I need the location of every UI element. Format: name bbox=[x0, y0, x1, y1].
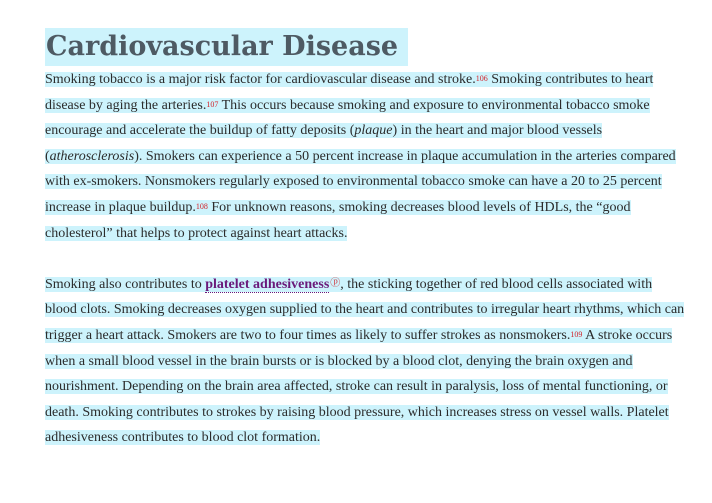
bottom-fade bbox=[0, 481, 712, 503]
glossary-icon[interactable]: ⓟ bbox=[330, 277, 341, 289]
sentence: ). Smokers can experience a 50 percent increase in plaque accumulation in the arteries compared with ex-smokers. Nonsmokers regularly exposed to environmental tobacco smoke can have a 20 to 25 percent increase in plaque buildup. bbox=[45, 148, 676, 215]
sentence: Smoking contributes to heart disease by aging the arteries. bbox=[45, 72, 654, 113]
paragraph-2 bbox=[45, 272, 685, 451]
sentence: Smoking also contributes to bbox=[45, 276, 206, 292]
sentence: This occurs because smoking and exposure to environmental tobacco smoke encourage and accelerate the buildup of fatty deposits ( bbox=[45, 97, 650, 139]
reference-106[interactable]: 106 bbox=[475, 74, 488, 83]
sentence: For unknown reasons, smoking decreases blood levels of HDLs, the “good cholesterol” that helps to protect against heart attacks. bbox=[45, 199, 631, 241]
section-heading: Cardiovascular Disease bbox=[45, 28, 408, 66]
highlighted-text bbox=[45, 72, 676, 241]
reference-107[interactable]: 107 bbox=[206, 99, 219, 109]
term-plaque: plaque bbox=[354, 123, 393, 139]
paragraph-1 bbox=[45, 67, 685, 246]
document-body bbox=[45, 67, 685, 477]
reference-108[interactable]: 108 bbox=[195, 201, 208, 211]
sentence: A stroke occurs when a small blood vessel in the brain bursts or is blocked by a blood clot, denying the brain oxygen and nourishment. Depending on the brain area affected, stroke can result in paralysis, loss of mental functioning, or death. Smoking contributes to strokes by raising blood pressure, which increases stress on vessel walls. Platelet adhesiveness contributes to blood clot formation. bbox=[45, 327, 673, 446]
reference-109[interactable]: 109 bbox=[570, 329, 583, 339]
sentence: , the sticking together of red blood cells associated with blood clots. Smoking decreases oxygen supplied to the heart and contributes to irregular heart rhythms, which can trigger a heart attack. Smokers are two to four times as likely to suffer strokes as nonsmokers. bbox=[45, 276, 685, 343]
sentence: Smoking tobacco is a major risk factor for cardiovascular disease and stroke. bbox=[45, 72, 476, 87]
highlighted-text bbox=[45, 277, 684, 446]
glossary-term-platelet-adhesiveness[interactable]: platelet adhesiveness bbox=[205, 276, 330, 292]
sentence: ) in the heart and major blood vessels ( bbox=[45, 123, 603, 164]
term-atherosclerosis: atherosclerosis bbox=[49, 148, 135, 164]
